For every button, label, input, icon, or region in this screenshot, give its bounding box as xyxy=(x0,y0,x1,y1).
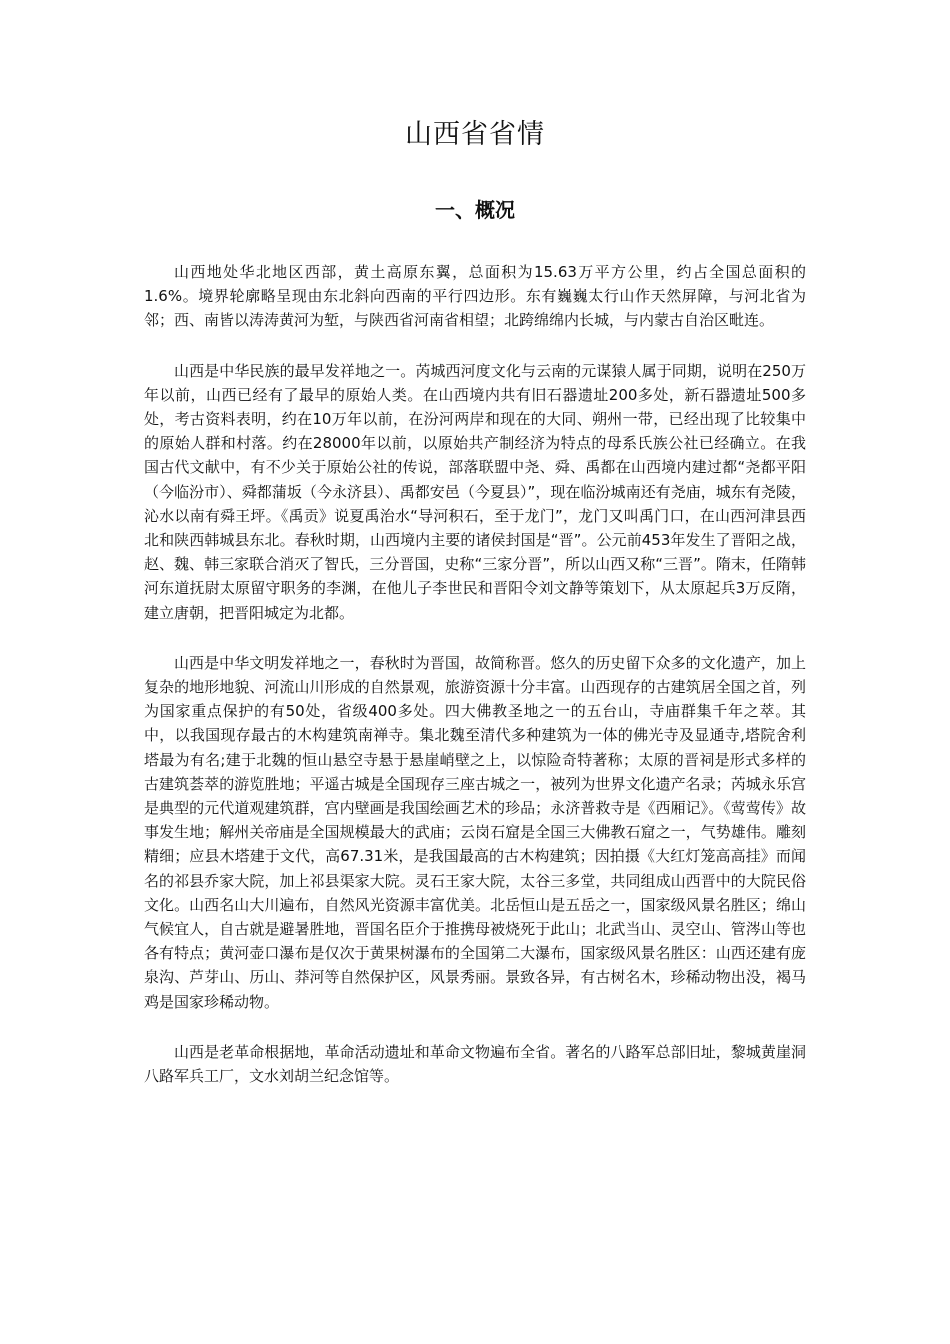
paragraph-overview-revolution: 山西是老革命根据地，革命活动遗址和革命文物遍布全省。著名的八路军总部旧址，黎城黄崖洞八路军兵工厂，文水刘胡兰纪念馆等。 xyxy=(144,1042,806,1086)
page-title: 山西省省情 xyxy=(405,119,545,150)
paragraph-overview-history: 山西是中华民族的最早发祥地之一。芮城西河度文化与云南的元谋猿人属于同期，说明在250万年以前，山西已经有了最早的原始人类。在山西境内共有旧石器遗址200多处，新石器遗址500多处，考古资料表明，约在10万年以前，在汾河两岸和现在的大同、朔州一带，已经出现了比较集中的原始人群和村落。约在28000年以前，以原始共产制经济为特点的母系氏族公社已经确立。在我国古代文献中，有不少关于原始公社的传说，部落联盟中尧、舜、禹都在山西境内建过都“尧都平阳（今临汾市）、舜都蒲坂（今永济县）、禹都安邑（今夏县）”，现在临汾城南还有尧庙，城东有尧陵，沁水以南有舜王坪。《禹贡》说夏禹治水“导河积石，至于龙门”，龙门又叫禹门口，在山西河津县西北和陕西韩城县东北。春秋时期，山西境内主要的诸侯封国是“晋”。公元前453年发生了晋阳之战，赵、魏、韩三家联合消灭了智氏，三分晋国，史称“三家分晋”，所以山西又称“三晋”。隋末，任隋韩河东道抚尉太原留守职务的李渊，在他儿子李世民和晋阳令刘文静等策划下，从太原起兵3万反隋，建立唐朝，把晋阳城定为北都。 xyxy=(144,361,806,622)
paragraph-overview-geography: 山西地处华北地区西部，黄土高原东翼，总面积为15.63万平方公里，约占全国总面积的1.6%。境界轮廓略呈现由东北斜向西南的平行四边形。东有巍巍太行山作天然屏障，与河北省为邻；西、南皆以涛涛黄河为堑，与陕西省河南省相望；北跨绵绵内长城，与内蒙古自治区毗连。 xyxy=(144,263,806,330)
document-body xyxy=(144,260,806,1114)
section-heading: 一、概况 xyxy=(435,198,515,222)
paragraph-overview-culture-tourism: 山西是中华文明发祥地之一，春秋时为晋国，故简称晋。悠久的历史留下众多的文化遗产，加上复杂的地形地貌、河流山川形成的自然景观，旅游资源十分丰富。山西现存的古建筑居全国之首，列为国家重点保护的有50处，省级400多处。四大佛教圣地之一的五台山，寺庙群集千年之萃。其中，以我国现存最古的木构建筑南禅寺。集北魏至清代多种建筑为一体的佛光寺及显通寺,塔院舍利塔最为有名;建于北魏的恒山悬空寺悬于悬崖峭壁之上，以惊险奇特著称；太原的晋祠是形式多样的古建筑荟萃的游览胜地；平遥古城是全国现存三座古城之一，被列为世界文化遗产名录；芮城永乐宫是典型的元代道观建筑群，宫内壁画是我国绘画艺术的珍品；永济普救寺是《西厢记》。《莺莺传》故事发生地；解州关帝庙是全国规模最大的武庙；云岗石窟是全国三大佛教石窟之一，气势雄伟。雕刻精细；应县木塔建于文代，高67.31米，是我国最高的古木构建筑；因拍摄《大红灯笼高高挂》而闻名的祁县乔家大院，加上祁县渠家大院。灵石王家大院，太谷三多堂，共同组成山西晋中的大院民俗文化。山西名山大川遍布，自然风光资源丰富优美。北岳恒山是五岳之一，国家级风景名胜区；绵山气候宜人，自古就是避暑胜地，晋国名臣介于推携母被烧死于此山；北武当山、灵空山、管涔山等也各有特点；黄河壶口瀑布是仅次于黄果树瀑布的全国第二大瀑布，国家级风景名胜区：山西还建有庞泉沟、芦芽山、历山、莽河等自然保护区，风景秀丽。景致各异，有古树名木，珍稀动物出没，褐马鸡是国家珍稀动物。 xyxy=(144,653,806,1011)
